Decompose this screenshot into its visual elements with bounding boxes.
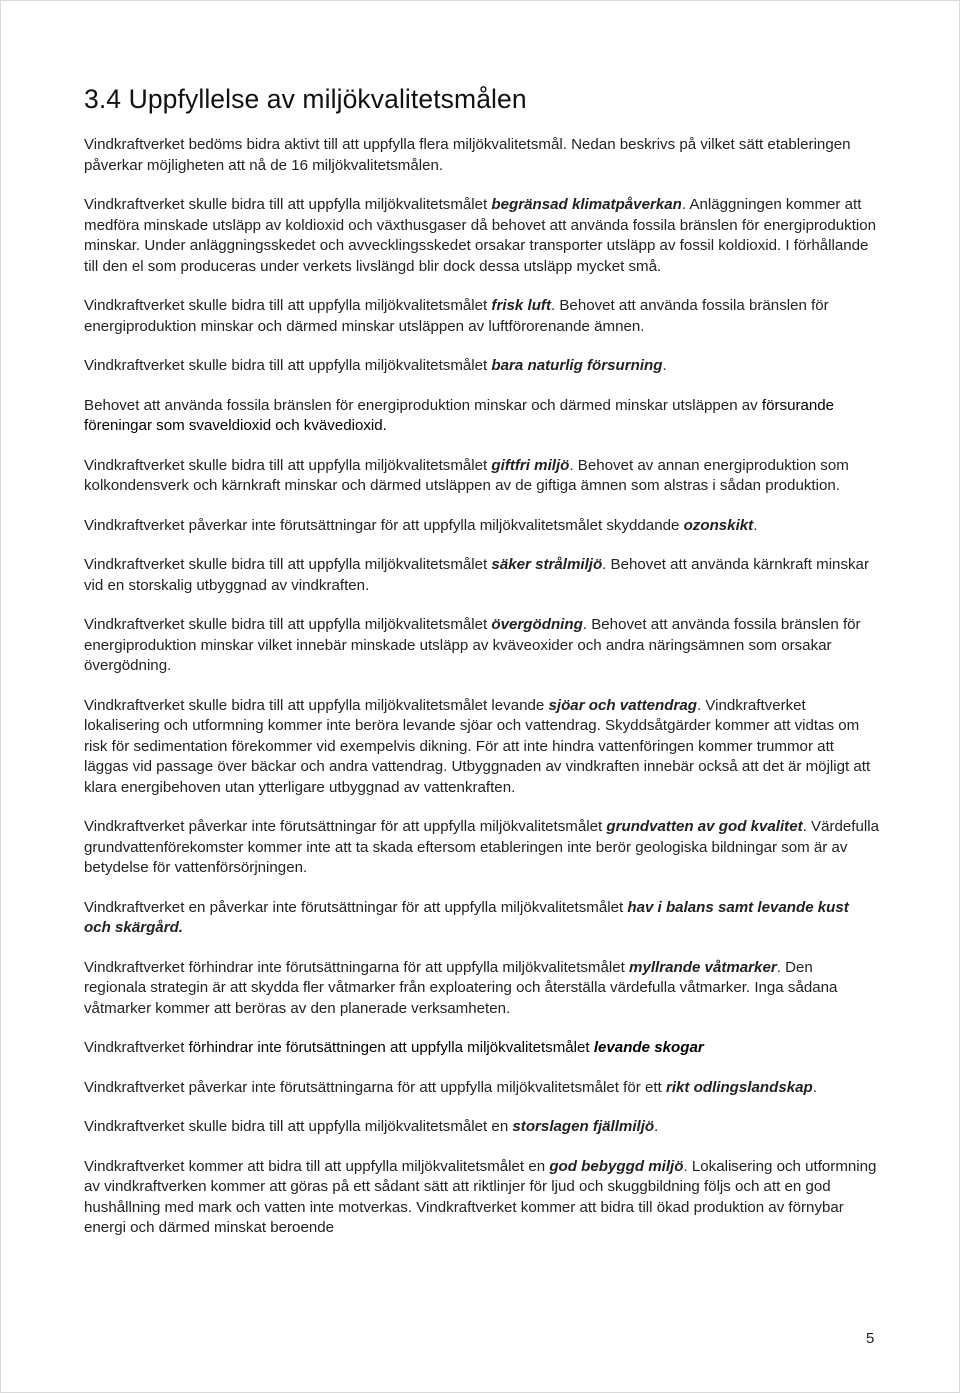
paragraph-text: . Anläggningen kommer att medföra minskade utsläpp av koldioxid och växthusgaser då behovet att använda fossila bränslen för energiproduktion minskar. Under anläggningsskedet och avvecklingsskedet orsakar transporter utsläpp av fossil koldioxid. I förhållande till den el som produceras under verkets livslängd blir dock dessa utsläpp mycket små.	[84, 196, 877, 275]
paragraph-text: Vindkraftverket skulle bidra till att uppfylla miljökvalitetsmålet	[84, 357, 492, 374]
paragraph-text: förhindrar inte förutsättningen att uppfylla miljökvalitetsmålet	[188, 1039, 594, 1056]
paragraph-text: Vindkraftverket skulle bidra till att uppfylla miljökvalitetsmålet	[84, 196, 492, 213]
paragraph-text: . Behovet att använda fossila bränslen för energiproduktion minskar och därmed minskar utsläppen av luftförorenande ämnen.	[84, 297, 829, 335]
goal-emphasis: övergödning	[491, 616, 583, 633]
paragraph-sea	[84, 898, 879, 939]
paragraph-text: Vindkraftverket kommer att bidra till att uppfylla miljökvalitetsmålet en	[84, 1157, 550, 1175]
paragraph-text: Vindkraftverket förhindrar inte förutsättningarna för att uppfylla miljökvalitetsmålet	[84, 958, 630, 976]
paragraph-text: .	[812, 1078, 817, 1096]
paragraph-text: Vindkraftverket påverkar inte förutsättningarna för att uppfylla miljökvalitetsmålet för ett	[84, 1078, 666, 1096]
paragraph-acidifying-compounds	[84, 396, 879, 437]
paragraph-text: Vindkraftverket skulle bidra till att uppfylla miljökvalitetsmålet levande	[84, 696, 549, 714]
goal-emphasis: säker strålmiljö	[491, 556, 603, 573]
paragraph-text: försurande föreningar som svaveldioxid och kvävedioxid.	[84, 396, 835, 434]
paragraph-lakes	[84, 696, 879, 799]
paragraph-acidification	[84, 356, 879, 377]
paragraph-text: Vindkraftverket	[84, 1039, 189, 1056]
paragraph-text: . Behovet att använda fossila bränslen för energiproduktion minskar vilket innebär minskade utsläpp av kväveoxider och andra näringsämnen som orsakar övergödning.	[84, 616, 861, 674]
goal-emphasis: grundvatten av god kvalitet	[606, 818, 803, 835]
goal-emphasis: god bebyggd miljö	[549, 1157, 684, 1175]
goal-emphasis: frisk luft	[491, 297, 551, 314]
paragraph-text: Behovet att använda fossila bränslen för energiproduktion minskar och därmed minskar utsläppen av	[84, 396, 762, 414]
goal-emphasis: storslagen fjällmiljö	[512, 1118, 655, 1135]
paragraph-fresh-air	[84, 296, 879, 337]
intro-paragraph: Vindkraftverket bedöms bidra aktivt till att uppfylla flera miljökvalitetsmål. Nedan beskrivs på vilket sätt etableringen påverkar möjligheten att nå de 16 miljökvalitetsmålen.	[84, 136, 851, 174]
goal-emphasis: ozonskikt	[683, 516, 754, 534]
goal-emphasis: bara naturlig försurning	[491, 357, 663, 374]
document-body	[84, 135, 879, 1239]
paragraph-text: . Den regionala strategin är att skydda fler våtmarker från exploatering och återställa värdefulla våtmarker. Inga sådana våtmarker kommer att beröras av den planerade verksamheten.	[84, 958, 838, 1017]
paragraph-forests	[84, 1038, 879, 1059]
paragraph-text: .	[662, 357, 667, 374]
paragraph-non-toxic	[84, 456, 879, 497]
paragraph-built-environment	[84, 1157, 879, 1239]
section-heading: 3.4 Uppfyllelse av miljökvalitetsmålen	[84, 84, 527, 114]
paragraph-groundwater	[84, 817, 879, 879]
goal-emphasis: giftfri miljö	[491, 456, 570, 474]
paragraph-mountains	[84, 1117, 879, 1138]
paragraph-text: . Behovet av annan energiproduktion som kolkondensverk och kärnkraft minskar och därmed utsläppen av de giftiga ämnen som alstras i sådan produktion.	[84, 456, 849, 494]
paragraph-radiation	[84, 555, 879, 596]
goal-emphasis: myllrande våtmarker	[629, 958, 777, 976]
paragraph-text: .	[753, 516, 758, 534]
goal-emphasis: rikt odlingslandskap	[665, 1078, 813, 1096]
goal-emphasis: begränsad klimatpåverkan	[491, 196, 682, 213]
paragraph-text: . Värdefulla grundvattenförekomster kommer inte att ta skada eftersom etableringen inte berör geologiska bildningar som är av betydelse för vattenförsörjningen.	[84, 818, 879, 876]
goal-emphasis: hav i balans samt levande kust och skärgård.	[84, 898, 849, 936]
paragraph-text: .	[654, 1118, 659, 1135]
paragraph-text: Vindkraftverket skulle bidra till att uppfylla miljökvalitetsmålet	[84, 616, 492, 633]
paragraph-text: Vindkraftverket påverkar inte förutsättningar för att uppfylla miljökvalitetsmålet	[84, 818, 607, 835]
page-number: 5	[866, 1330, 875, 1347]
paragraph-farmland	[84, 1078, 879, 1099]
paragraph-text: Vindkraftverket påverkar inte förutsättningar för att uppfylla miljökvalitetsmålet skyddande	[84, 516, 684, 534]
paragraph-ozone	[84, 516, 879, 537]
paragraph-text: Vindkraftverket en påverkar inte förutsättningar för att uppfylla miljökvalitetsmålet	[84, 898, 628, 916]
paragraph-text: Vindkraftverket skulle bidra till att uppfylla miljökvalitetsmålet	[84, 556, 492, 573]
paragraph-text: . Lokalisering och utformning av vindkraftverken kommer att göras på ett sådant sätt att riktlinjer för ljud och skuggbildning följs och att en god hushållning med mark och vatten inte motverkas. Vindkraftverket kommer att bidra till ökad produktion av förnybar energi och därmed minskat beroende	[84, 1157, 877, 1236]
paragraph-text: . Behovet att använda kärnkraft minskar vid en storskalig utbyggnad av vindkraften.	[84, 556, 869, 594]
paragraph-text: Vindkraftverket skulle bidra till att uppfylla miljökvalitetsmålet	[84, 297, 492, 314]
paragraph-eutrophication	[84, 615, 879, 677]
paragraph-climate	[84, 195, 879, 277]
paragraph-text: Vindkraftverket skulle bidra till att uppfylla miljökvalitetsmålet	[84, 456, 492, 474]
paragraph-text: Vindkraftverket skulle bidra till att uppfylla miljökvalitetsmålet en	[84, 1118, 513, 1135]
paragraph-wetlands	[84, 958, 879, 1020]
goal-emphasis: levande skogar	[593, 1039, 704, 1056]
goal-emphasis: sjöar och vattendrag	[548, 696, 697, 714]
paragraph-text: . Vindkraftverket lokalisering och utformning kommer inte beröra levande sjöar och vattendrag. Skyddsåtgärder kommer att vidtas om risk för sedimentation förekommer vid exempelvis dikning. För att inte hindra vattenföringen kommer trummor att läggas vid passage över bäckar och andra vattendrag. Utbyggnaden av vindkraften innebär också att det är möjligt att klara energibehoven utan ytterligare utbyggnad av vattenkraften.	[84, 696, 871, 796]
